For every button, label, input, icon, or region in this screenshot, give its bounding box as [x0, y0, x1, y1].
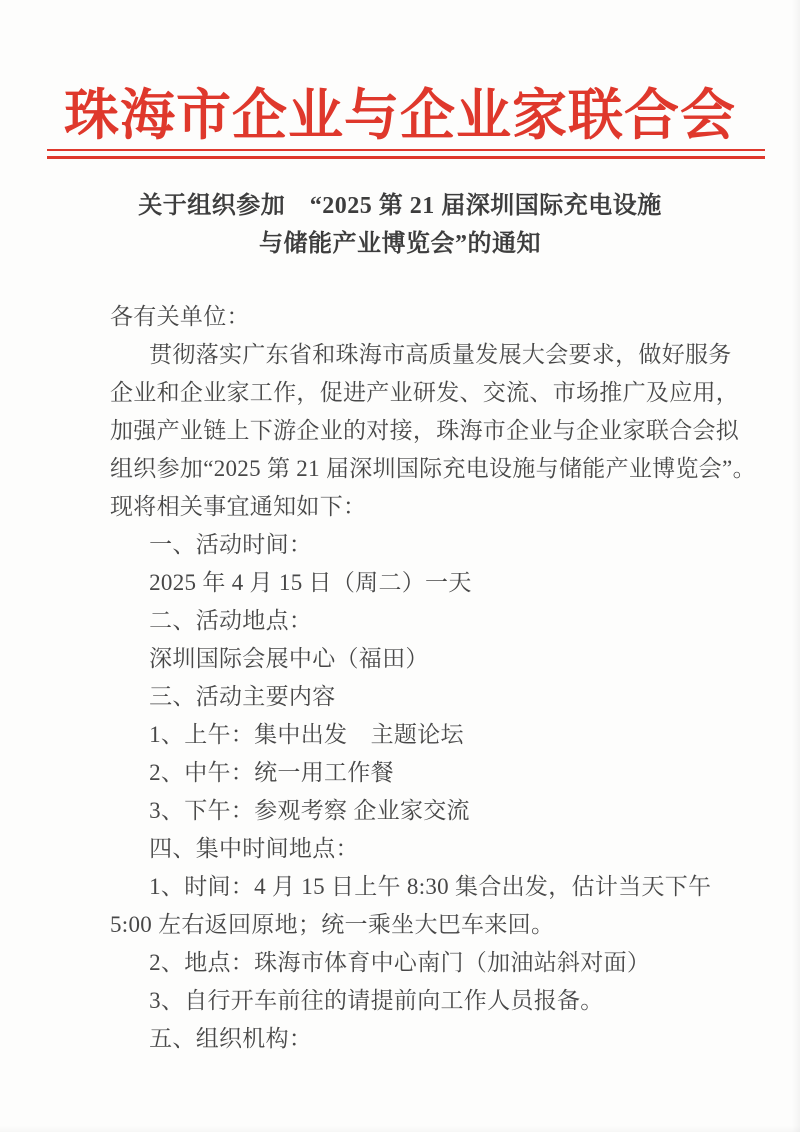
section-2-heading: 二、活动地点：: [149, 608, 313, 633]
section-4-item-1-line-2: 5:00 左右返回原地；统一乘坐大巴车来回。: [110, 912, 555, 937]
letterhead-double-rule: [47, 149, 765, 159]
notice-title-line-1: 关于组织参加 “2025 第 21 届深圳国际充电设施: [138, 193, 662, 219]
notice-title: [0, 187, 800, 263]
intro-line-1: 贯彻落实广东省和珠海市高质量发展大会要求，做好服务: [149, 342, 732, 367]
notice-title-line-2: 与储能产业博览会”的通知: [259, 231, 541, 257]
section-4-heading: 四、集中时间地点：: [149, 836, 359, 861]
letterhead-org-name: 珠海市企业与企业家联合会: [63, 85, 736, 146]
section-4-item-1-line-1: 1、时间：4 月 15 日上午 8:30 集合出发，估计当天下午: [149, 874, 712, 899]
section-1-heading: 一、活动时间：: [149, 532, 313, 557]
intro-line-3: 加强产业链上下游企业的对接，珠海市企业与企业家联合会拟: [110, 418, 740, 443]
section-2-content: 深圳国际会展中心（福田）: [149, 646, 429, 671]
section-5-heading: 五、组织机构：: [149, 1026, 313, 1051]
section-3-heading: 三、活动主要内容: [149, 684, 336, 709]
salutation: 各有关单位：: [110, 304, 250, 329]
section-4-item-3: 3、自行开车前往的请提前向工作人员报备。: [149, 988, 604, 1013]
intro-line-2: 企业和企业家工作，促进产业研发、交流、市场推广及应用，: [110, 380, 740, 405]
section-4-item-2: 2、地点：珠海市体育中心南门（加油站斜对面）: [149, 950, 651, 975]
intro-line-5: 现将相关事宜通知如下：: [110, 494, 367, 519]
section-3-item-1: 1、上午：集中出发 主题论坛: [149, 722, 464, 747]
section-3-item-2: 2、中午：统一用工作餐: [149, 760, 394, 785]
intro-line-4: 组织参加“2025 第 21 届深圳国际充电设施与储能产业博览会”。: [110, 456, 756, 481]
section-1-content: 2025 年 4 月 15 日（周二）一天: [149, 570, 472, 595]
notice-body: [110, 298, 756, 1058]
section-3-item-3: 3、下午：参观考察 企业家交流: [149, 798, 470, 823]
